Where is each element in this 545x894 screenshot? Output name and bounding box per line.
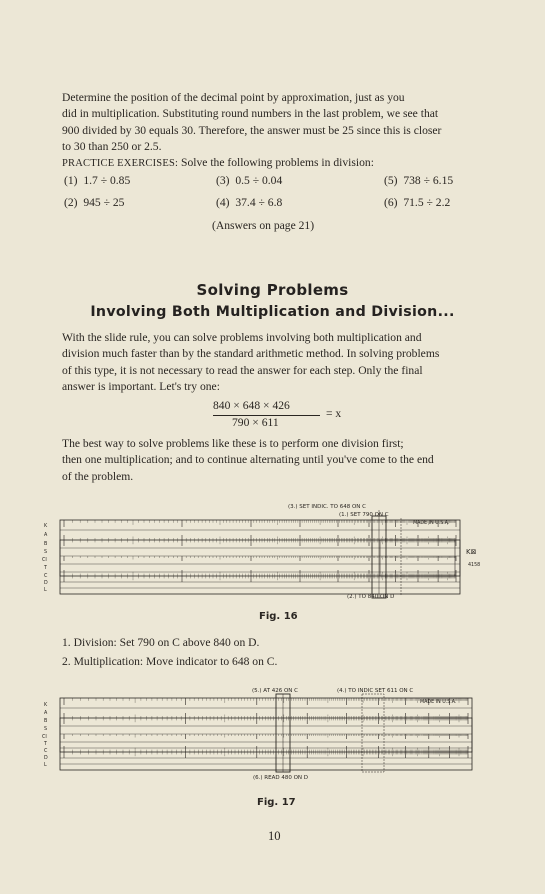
body-line: division much faster than by the standard arithmetic method. In solving problems bbox=[62, 347, 440, 361]
svg-text:A: A bbox=[44, 533, 48, 538]
step-item: 2. Multiplication: Move indicator to 648 on C. bbox=[62, 655, 278, 668]
problem-5: (5) 738 ÷ 6.15 bbox=[384, 174, 454, 187]
body-line: The best way to solve problems like these is to perform one division first; bbox=[62, 437, 404, 450]
svg-text:K: K bbox=[44, 524, 48, 529]
fig17-annotation-bottom: (6.) READ 480 ON D bbox=[253, 775, 309, 781]
formula-numerator: 840 × 648 × 426 bbox=[213, 399, 290, 412]
svg-text:CI: CI bbox=[42, 558, 47, 563]
body-line: answer is important. Let's try one: bbox=[62, 380, 220, 394]
practice-text: Solve the following problems in division: bbox=[181, 156, 374, 169]
fig17-tick-marks bbox=[64, 698, 468, 758]
step-item: 1. Division: Set 790 on C above 840 on D. bbox=[62, 636, 260, 649]
fig16-made-in: MADE IN U.S.A. bbox=[413, 521, 450, 526]
problem-1: (1) 1.7 ÷ 0.85 bbox=[64, 174, 131, 187]
fig16-scale-letters bbox=[42, 523, 48, 593]
svg-text:C: C bbox=[44, 749, 48, 754]
svg-text:B: B bbox=[44, 719, 48, 724]
intro-line: Determine the position of the decimal point by approximation, just as you bbox=[62, 91, 405, 104]
svg-text:B: B bbox=[44, 542, 48, 547]
body-paragraph-2 bbox=[62, 436, 498, 485]
svg-text:T: T bbox=[44, 742, 47, 747]
svg-text:D: D bbox=[44, 581, 48, 586]
problem-2: (2) 945 ÷ 25 bbox=[64, 196, 125, 209]
practice-instruction bbox=[62, 155, 498, 172]
svg-text:L: L bbox=[44, 763, 47, 768]
svg-text:S: S bbox=[44, 550, 48, 555]
body-line: then one multiplication; and to continue alternating until you've come to the end bbox=[62, 453, 434, 467]
intro-line: to 30 than 250 or 2.5. bbox=[62, 140, 162, 154]
svg-text:K⊠: K⊠ bbox=[466, 548, 477, 556]
svg-text:S: S bbox=[44, 727, 48, 732]
svg-text:CI: CI bbox=[42, 735, 47, 740]
problem-3: (3) 0.5 ÷ 0.04 bbox=[216, 174, 283, 187]
svg-text:C: C bbox=[44, 574, 48, 579]
intro-line: 900 divided by 30 equals 30. Therefore, the answer must be 25 since this is closer bbox=[62, 123, 442, 137]
body-paragraph-1 bbox=[62, 330, 498, 396]
problem-6: (6) 71.5 ÷ 2.2 bbox=[384, 196, 451, 209]
formula-equals: = x bbox=[326, 407, 342, 420]
fig16-tick-marks bbox=[64, 520, 456, 582]
svg-text:K: K bbox=[44, 703, 48, 708]
body-line: of the problem. bbox=[62, 469, 134, 483]
fig17-caption: Fig. 17 bbox=[257, 797, 296, 808]
fig16-model: 4158 bbox=[468, 563, 481, 568]
practice-label: PRACTICE EXERCISES: bbox=[62, 158, 179, 169]
problem-4: (4) 37.4 ÷ 6.8 bbox=[216, 196, 283, 209]
section-title: Solving Problems bbox=[196, 281, 349, 299]
page-number: 10 bbox=[268, 829, 281, 843]
svg-text:L: L bbox=[44, 588, 47, 593]
fig16-annotation-bottom: (2.) TO 840 ON D bbox=[347, 594, 395, 600]
fig16-caption: Fig. 16 bbox=[259, 611, 298, 622]
fig17-slide bbox=[60, 718, 472, 752]
body-line: of this type, it is not necessary to read the answer for each step. Only the final bbox=[62, 363, 423, 377]
svg-text:T: T bbox=[44, 566, 47, 571]
slide-rule-fig16 bbox=[40, 500, 495, 610]
svg-text:D: D bbox=[44, 756, 48, 761]
formula-denominator: 790 × 611 bbox=[232, 416, 279, 429]
fig17-annotation-left: (5.) AT 426 ON C bbox=[252, 688, 299, 694]
fig16-annotation-set: (1.) SET 790 ON C bbox=[339, 512, 389, 518]
fig17-made-in: MADE IN U.S.A. bbox=[420, 700, 457, 705]
fig17-scale-letters bbox=[42, 702, 48, 768]
fig17-annotation-right: (4.) TO INDIC SET 611 ON C bbox=[337, 688, 414, 694]
slide-rule-fig17 bbox=[40, 684, 495, 786]
svg-text:A: A bbox=[44, 711, 48, 716]
body-line: With the slide rule, you can solve problems involving both multiplication and bbox=[62, 331, 422, 344]
intro-line: did in multiplication. Substituting round numbers in the last problem, we see that bbox=[62, 107, 439, 121]
intro-paragraph bbox=[62, 90, 498, 156]
section-subtitle: Involving Both Multiplication and Division... bbox=[90, 304, 455, 320]
fig16-annotation-top: (3.) SET INDIC. TO 648 ON C bbox=[288, 504, 367, 510]
answers-note: (Answers on page 21) bbox=[212, 219, 315, 232]
steps-list bbox=[62, 633, 277, 671]
